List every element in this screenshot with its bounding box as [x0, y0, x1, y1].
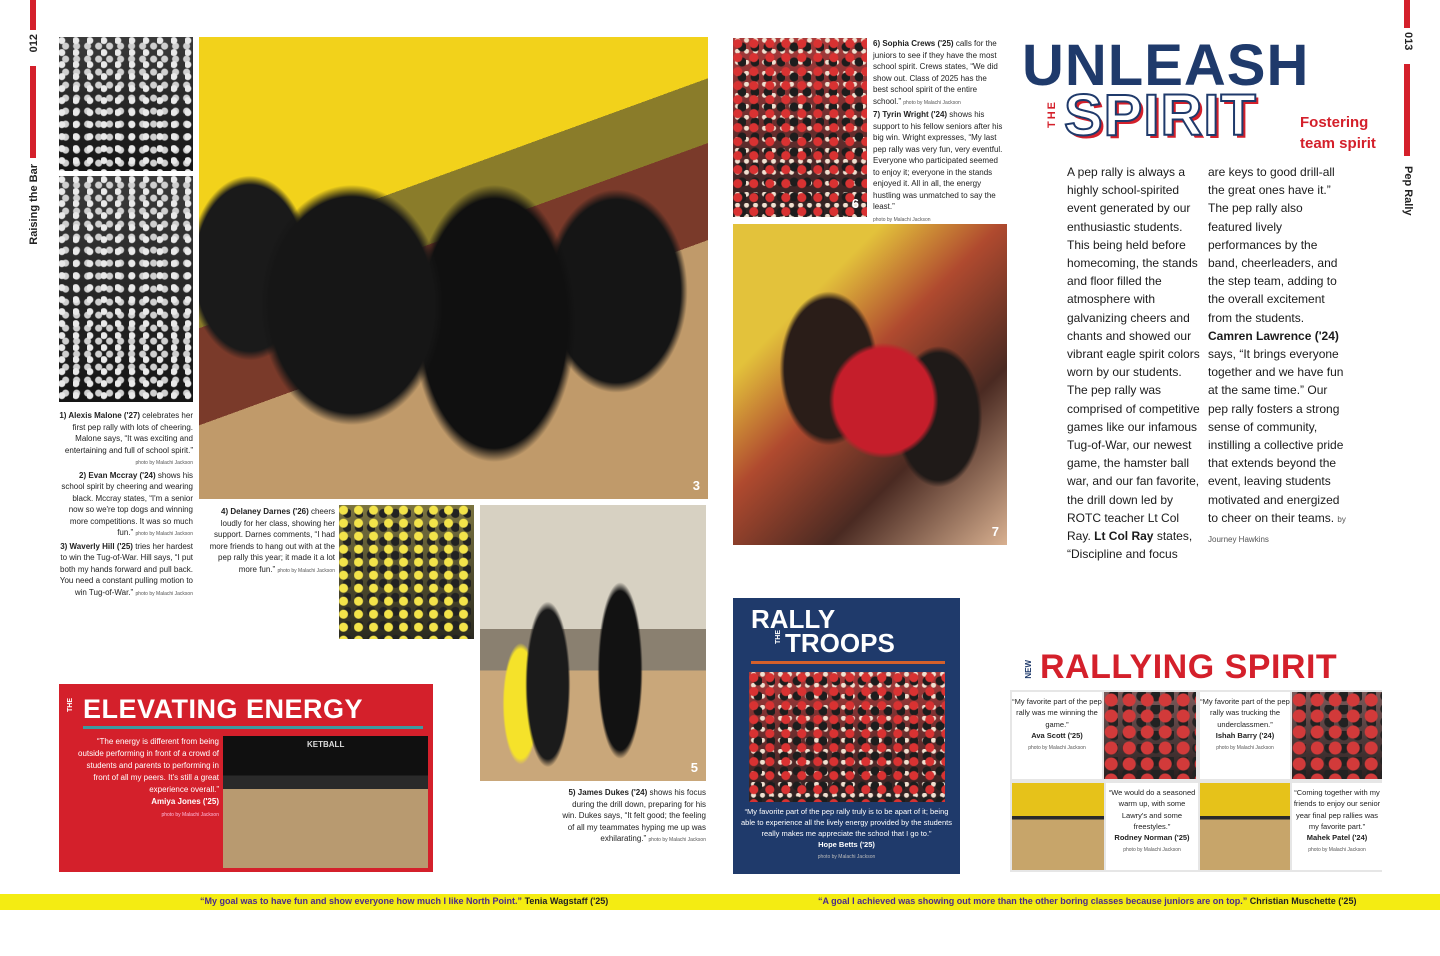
rally-quote-block [741, 806, 952, 863]
basketball-sign: KETBALL [307, 740, 345, 749]
photo-2-seniors [59, 176, 193, 402]
caption-7-text: shows his support to his fellow seniors after his big win. Wright expresses, “My last pep rally was very fun, very eventful. Everyone who participated seemed to enjoy it; everyone in the stands enjoyed it. All in all, the energy hustling was unmatched to say the least.” [873, 110, 1003, 211]
caption-1-credit: photo by Malachi Jackson [135, 460, 193, 466]
caption-6-credit: photo by Malachi Jackson [903, 99, 961, 106]
photo-number-6: 6 [851, 196, 859, 211]
photo-6-juniors [733, 38, 867, 217]
elevating-divider [83, 726, 423, 729]
bottom-left-quote-text: “My goal was to have fun and show everyone how much I like North Point.” [200, 896, 523, 906]
right-red-bar-mid [1404, 64, 1410, 156]
caption-2-credit: photo by Malachi Jackson [135, 531, 193, 537]
story-col1-text: A pep rally is always a highly school-spirited event generated by our enthusiastic students. This being held before homecoming, the stands and floor filled the atmosphere with galvanizing cheers and chants and showed our vibrant eagle spirit colors worn by our students. The pep rally was comprised of competitive games like our infamous Tug-of-War, our newest game, the hamster ball war, and our fan favorite, the drill down led by ROTC teacher Lt Col Ray. [1067, 165, 1200, 544]
left-red-bar-mid [30, 66, 36, 158]
elevating-name: Amiya Jones ('25) [151, 797, 219, 806]
rallying-photo-1 [1104, 692, 1196, 779]
rallying-q4-text: “Coming together with my friends to enjoy our senior year final pep rallies was my favorite part.” [1293, 788, 1381, 831]
bottom-quote-left [200, 896, 608, 906]
story-col1-end: states, “Discipline and focus [1067, 529, 1193, 562]
bottom-right-quote-text: “A goal I achieved was showing out more than the other boring classes because juniors are on top.” [818, 896, 1248, 906]
rally-title-1: RALLY [751, 604, 836, 634]
story-col2-name: Camren Lawrence ('24) [1208, 328, 1339, 343]
elevating-the-label: THE [67, 698, 74, 712]
story-col2-text: are keys to good drill-all the great ones have it.” The pep rally also featured lively performances by the band, cheerleaders, and the step team, adding to the overall excitement from the students. [1208, 165, 1338, 325]
photo-number-3: 3 [692, 478, 700, 493]
rally-the-troops-box [733, 598, 960, 874]
caption-2-text: shows his school spirit by cheering and wearing black. Mccray states, “I'm a senior now so we're top dogs and winning more competitions. It was so much fun.” [61, 470, 193, 537]
bottom-right-quote-name: Christian Muschette ('25) [1249, 896, 1357, 906]
elevating-energy-title: ELEVATING ENERGY [83, 694, 364, 724]
caption-2-name: 2) Evan Mccray ('24) [79, 470, 156, 480]
caption-5-name: 5) James Dukes ('24) [568, 788, 648, 797]
elevating-quote-block [71, 736, 219, 821]
section-label-left: Raising the Bar [28, 164, 40, 245]
section-label-right: Pep Rally [1402, 166, 1414, 216]
rallying-q2-credit: photo by Malachi Jackson [1216, 745, 1274, 752]
rally-the-label: THE [775, 630, 782, 644]
rallying-q3-credit: photo by Malachi Jackson [1123, 847, 1181, 854]
rallying-new-label: NEW [1024, 660, 1033, 679]
rallying-q4-credit: photo by Malachi Jackson [1308, 847, 1366, 854]
caption-3-name: 3) Waverly Hill ('25) [60, 541, 133, 551]
rally-credit: photo by Malachi Jackson [817, 854, 876, 860]
caption-5-text: shows his focus during the drill down, preparing for his win. Dukes says, “It felt good; the feeling of all my teammates hyping me up was exhilarating.” [562, 788, 706, 843]
elevating-credit: photo by Malachi Jackson [161, 812, 219, 818]
rallying-q1-name: Ava Scott ('25) [1031, 730, 1083, 740]
photo-4-yellow-crowd [339, 505, 474, 639]
caption-3-credit: photo by Malachi Jackson [135, 590, 193, 597]
story-col2-end: says, “It brings everyone together and we have fun at the same time.” Our pep rally fosters a strong sense of community, instilling a collective pride that extends beyond the event, leaving students motivated and energized to cheer on their teams. [1208, 347, 1344, 525]
elevating-energy-box [59, 684, 433, 872]
captions-6-7 [873, 38, 1003, 226]
headline-unleash: UNLEASH [1022, 33, 1310, 98]
rallying-quote-3 [1106, 783, 1198, 870]
rally-title-2: TROOPS [785, 628, 895, 658]
photo-5-drill-down [480, 505, 706, 781]
headline-spirit: SPIRIT [1064, 83, 1257, 148]
rallying-photo-2 [1292, 692, 1382, 779]
subhead-line-2: team spirit [1300, 135, 1376, 152]
caption-6-name: 6) Sophia Crews ('25) [873, 39, 954, 48]
page-number-left: 012 [28, 34, 40, 53]
story-byline: by Journey Hawkins [1208, 514, 1346, 545]
caption-4 [205, 506, 335, 577]
photo-7-celebration [733, 224, 1007, 545]
rallying-q3-name: Rodney Norman ('25) [1114, 833, 1190, 843]
caption-7-credit: photo by Malachi Jackson [873, 216, 931, 223]
rallying-quote-2 [1200, 692, 1290, 779]
right-red-bar-top [1404, 0, 1410, 28]
rallying-q2-text: “My favorite part of the pep rally was trucking the underclassmen.” [1200, 697, 1290, 729]
rallying-spirit-panel [1010, 690, 1382, 872]
caption-1-name: 1) Alexis Malone ('27) [59, 411, 141, 420]
rally-quote: “My favorite part of the pep rally truly is to be apart of it; being able to experience all the lively energy provided by the students really makes me appreciate the school that I go to.” [741, 807, 952, 838]
caption-4-name: 4) Delaney Darnes ('26) [221, 507, 309, 516]
caption-5-credit: photo by Malachi Jackson [648, 837, 706, 843]
story-column-2 [1208, 163, 1348, 549]
photo-step-team [223, 736, 428, 868]
story-column-1 [1067, 163, 1205, 563]
bottom-quote-right [818, 896, 1356, 906]
caption-6-text: calls for the juniors to see if they have the most school spirit. Crews states, “We did show out. Class of 2025 has the best school spirit of the entire school.” [873, 39, 998, 106]
page-number-right: 013 [1402, 32, 1414, 51]
captions-1-3 [59, 410, 193, 600]
photo-number-5: 5 [690, 760, 698, 775]
rallying-quote-4 [1292, 783, 1382, 870]
caption-3-text: tries her hardest to win the Tug-of-War. Hill says, “I put both my hands forward and pull back. You need a constant pulling motion to win Tug-of-War.” [59, 541, 193, 597]
rallying-photo-4 [1200, 783, 1290, 870]
photo-number-7: 7 [991, 524, 999, 539]
left-red-bar-top [30, 0, 36, 30]
rallying-q1-text: “My favorite part of the pep rally was me winning the game.” [1012, 697, 1102, 729]
rally-divider [751, 661, 945, 664]
caption-5 [560, 787, 706, 847]
photo-3-tug-of-war [199, 37, 708, 499]
rallying-q1-credit: photo by Malachi Jackson [1028, 745, 1086, 752]
rallying-q4-name: Mahek Patel ('24) [1306, 833, 1368, 843]
elevating-quote: “The energy is different from being outside performing in front of a crowd of students and parents to performing in front of all my peers. It's still a great experience overall.” [78, 737, 219, 794]
caption-4-credit: photo by Malachi Jackson [277, 567, 335, 574]
rallying-q3-text: “We would do a seasoned warm up, with some Lawry's and some freestyles.” [1108, 788, 1196, 831]
story-col1-name: Lt Col Ray [1094, 529, 1154, 544]
rallying-quote-1 [1012, 692, 1102, 779]
photo-1-crowd [59, 37, 193, 171]
rallying-q2-name: Ishah Barry ('24) [1215, 730, 1275, 740]
caption-7-name: 7) Tyrin Wright ('24) [873, 110, 948, 119]
bottom-left-quote-name: Tenia Wagstaff ('25) [524, 896, 609, 906]
subhead-line-1: Fostering [1300, 114, 1369, 131]
caption-4-text: cheers loudly for her class, showing her support. Darnes comments, “I had more friends to hang out with at the pep rally this year; it made it a lot more fun.” [209, 507, 335, 574]
subhead [1300, 112, 1376, 154]
photo-rally-crowd [749, 672, 945, 802]
caption-1-text: celebrates her first pep rally with lots of cheering. Malone says, “It was exciting and entertaining and full of school spirit.” [64, 411, 193, 455]
headline-the: THE [1046, 100, 1058, 128]
rally-name: Hope Betts ('25) [818, 840, 875, 849]
rallying-photo-3 [1012, 783, 1104, 870]
rallying-spirit-title: RALLYING SPIRIT [1040, 648, 1338, 686]
